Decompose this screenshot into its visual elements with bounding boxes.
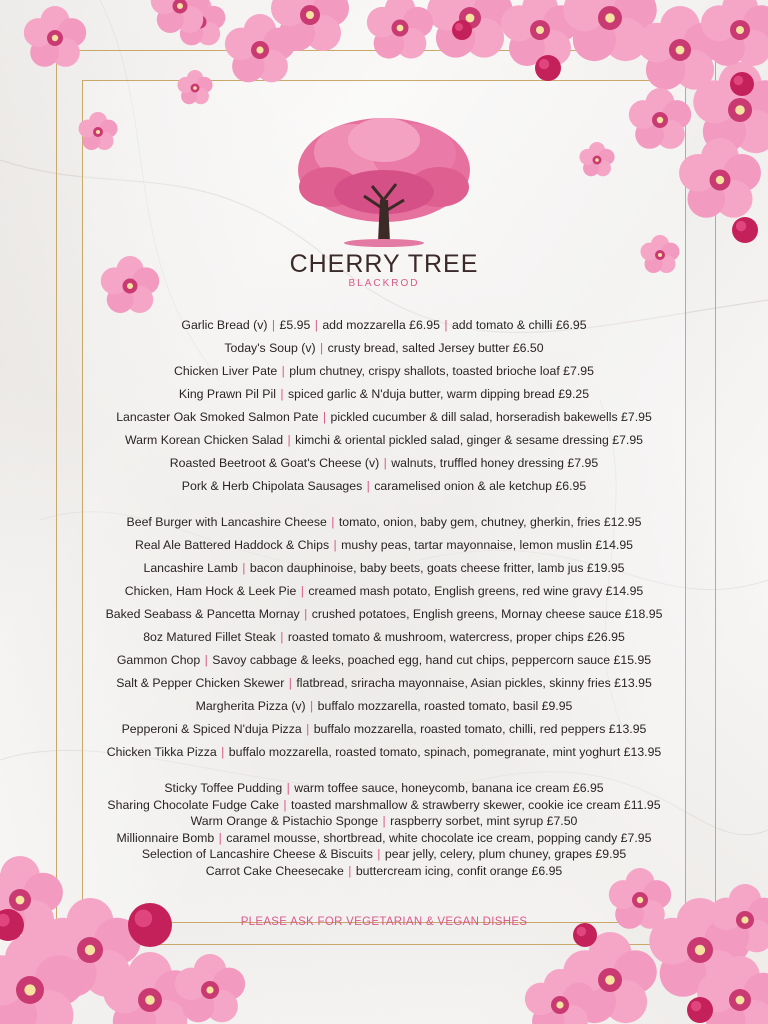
- dish-description: £5.95: [279, 318, 311, 332]
- dish-description: buffalo mozzarella, roasted tomato, chilli, red peppers £13.95: [313, 722, 647, 736]
- brand-name: CHERRY TREE: [289, 250, 479, 278]
- menu-item: [0, 432, 768, 448]
- dish-name: 8oz Matured Fillet Steak: [143, 630, 276, 644]
- separator: |: [440, 318, 451, 332]
- dish-description: warm toffee sauce, honeycomb, banana ice cream £6.95: [294, 781, 604, 795]
- menu-item: [0, 675, 768, 691]
- dish-name: Warm Orange & Pistachio Sponge: [190, 814, 379, 829]
- menu-item: [0, 846, 768, 862]
- separator: |: [373, 847, 384, 862]
- dish-name: Lancashire Lamb: [143, 561, 238, 575]
- menu-item: [0, 317, 768, 333]
- dish-description: pear jelly, celery, plum chuney, grapes £9.95: [384, 847, 627, 862]
- dish-name: Selection of Lancashire Cheese & Biscuits: [141, 847, 373, 862]
- menu-item: [0, 744, 768, 760]
- dish-description: add mozzarella £6.95: [322, 318, 440, 332]
- dish-description: Savoy cabbage & leeks, poached egg, hand cut chips, peppercorn sauce £15.95: [212, 653, 652, 667]
- dish-description: bacon dauphinoise, baby beets, goats cheese fritter, lamb jus £19.95: [249, 561, 625, 575]
- dish-name: Sharing Chocolate Fudge Cake: [107, 797, 280, 812]
- menu-item: [0, 514, 768, 530]
- dish-description: toasted marshmallow & strawberry skewer, cookie ice cream £11.95: [291, 797, 661, 812]
- dish-description: roasted tomato & mushroom, watercress, proper chips £26.95: [287, 630, 625, 644]
- menu-item: [0, 698, 768, 714]
- dish-name: Millionnaire Bomb: [116, 830, 215, 845]
- separator: |: [319, 410, 330, 424]
- dish-name: Pepperoni & Spiced N'duja Pizza: [121, 722, 302, 736]
- dish-name: Today's Soup (v): [224, 341, 316, 355]
- separator: |: [238, 561, 249, 575]
- menu-item: [0, 340, 768, 356]
- menu-item: [0, 409, 768, 425]
- dish-name: King Prawn Pil Pil: [178, 387, 276, 401]
- separator: |: [327, 515, 338, 529]
- separator: |: [284, 433, 295, 447]
- menu-item: [0, 386, 768, 402]
- dish-description: kimchi & oriental pickled salad, ginger & sesame dressing £7.95: [295, 433, 644, 447]
- separator: |: [201, 653, 212, 667]
- menu-item: [0, 583, 768, 599]
- separator: |: [306, 699, 317, 713]
- dish-name: Garlic Bread (v): [181, 318, 268, 332]
- menu-item: [0, 455, 768, 471]
- separator: |: [285, 676, 296, 690]
- separator: |: [276, 630, 287, 644]
- dish-description: flatbread, sriracha mayonnaise, Asian pickles, skinny fries £13.95: [296, 676, 652, 690]
- separator: |: [311, 318, 322, 332]
- menu-item: [0, 560, 768, 576]
- dish-description: spiced garlic & N'duja butter, warm dipping bread £9.25: [288, 387, 590, 401]
- dish-name: Beef Burger with Lancashire Cheese: [126, 515, 327, 529]
- menu-item: [0, 478, 768, 494]
- dish-description: buttercream icing, confit orange £6.95: [355, 864, 563, 878]
- separator: |: [302, 722, 313, 736]
- dish-description: caramelised onion & ale ketchup £6.95: [374, 479, 587, 493]
- dish-name: Gammon Chop: [116, 653, 201, 667]
- separator: |: [217, 745, 228, 759]
- brand-location: BLACKROD: [348, 278, 420, 289]
- menu-item: [0, 830, 768, 846]
- dish-name: Real Ale Battered Haddock & Chips: [134, 538, 330, 552]
- separator: |: [215, 830, 226, 845]
- separator: |: [278, 364, 289, 378]
- dish-description: buffalo mozzarella, roasted tomato, basil £9.95: [317, 699, 573, 713]
- dish-description: crushed potatoes, English greens, Mornay cheese sauce £18.95: [311, 607, 663, 621]
- separator: |: [300, 607, 311, 621]
- dish-name: Margherita Pizza (v): [195, 699, 306, 713]
- separator: |: [344, 864, 355, 878]
- separator: |: [276, 387, 287, 401]
- menu-item: [0, 863, 768, 879]
- separator: |: [268, 318, 279, 332]
- vegetarian-notice: PLEASE ASK FOR VEGETARIAN & VEGAN DISHES: [240, 916, 528, 928]
- separator: |: [330, 538, 341, 552]
- dish-description: tomato, onion, baby gem, chutney, gherkin, fries £12.95: [338, 515, 642, 529]
- dish-description: buffalo mozzarella, roasted tomato, spinach, pomegranate, mint yoghurt £13.95: [228, 745, 662, 759]
- dish-description: caramel mousse, shortbread, white chocolate ice cream, popping candy £7.95: [226, 830, 652, 845]
- menu-item: [0, 606, 768, 622]
- dish-name: Chicken, Ham Hock & Leek Pie: [124, 584, 297, 598]
- dish-name: Lancaster Oak Smoked Salmon Pate: [116, 410, 319, 424]
- menu-item: [0, 652, 768, 668]
- separator: |: [380, 456, 391, 470]
- dish-description: plum chutney, crispy shallots, toasted brioche loaf £7.95: [289, 364, 594, 378]
- dish-name: Pork & Herb Chipolata Sausages: [181, 479, 363, 493]
- dish-description: creamed mash potato, English greens, red wine gravy £14.95: [308, 584, 644, 598]
- cherry-tree-icon: [284, 112, 484, 252]
- dish-name: Baked Seabass & Pancetta Mornay: [105, 607, 300, 621]
- menu-item: [0, 363, 768, 379]
- menu-item: [0, 780, 768, 796]
- separator: |: [280, 797, 291, 812]
- menu-item: [0, 629, 768, 645]
- separator: |: [379, 814, 390, 829]
- dish-description: raspberry sorbet, mint syrup £7.50: [390, 814, 578, 829]
- dish-name: Chicken Tikka Pizza: [106, 745, 217, 759]
- dish-description: pickled cucumber & dill salad, horseradish bakewells £7.95: [330, 410, 652, 424]
- menu-item: [0, 721, 768, 737]
- separator: |: [283, 781, 294, 795]
- menu-item: [0, 537, 768, 553]
- dish-name: Chicken Liver Pate: [174, 364, 278, 378]
- separator: |: [363, 479, 374, 493]
- dish-name: Roasted Beetroot & Goat's Cheese (v): [169, 456, 380, 470]
- dish-name: Carrot Cake Cheesecake: [205, 864, 344, 878]
- separator: |: [297, 584, 308, 598]
- menu-item: [0, 797, 768, 813]
- dish-description: walnuts, truffled honey dressing £7.95: [391, 456, 599, 470]
- dish-name: Sticky Toffee Pudding: [164, 781, 283, 795]
- menu-item: [0, 813, 768, 829]
- dish-name: Salt & Pepper Chicken Skewer: [116, 676, 285, 690]
- dish-name: Warm Korean Chicken Salad: [124, 433, 284, 447]
- dish-description: add tomato & chilli £6.95: [451, 318, 587, 332]
- dish-description: mushy peas, tartar mayonnaise, lemon muslin £14.95: [341, 538, 634, 552]
- separator: |: [316, 341, 327, 355]
- dish-description: crusty bread, salted Jersey butter £6.50: [327, 341, 544, 355]
